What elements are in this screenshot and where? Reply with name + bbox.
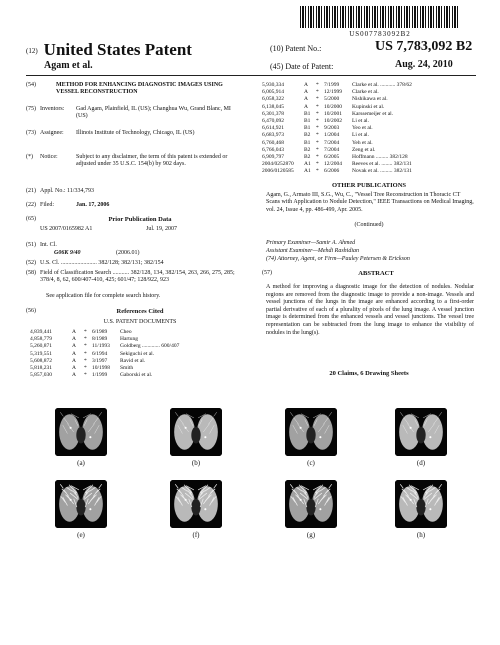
reference-cell: 6/1994 [92,350,108,357]
reference-cell: B1 [304,139,311,146]
intcl-code: (51) [26,242,36,248]
reference-cell: Ravid et al. [120,357,146,364]
pdate-code: (45) [270,62,284,71]
reference-cell: A1 [304,161,311,168]
reference-cell: 6/2006 [324,168,340,175]
assignee-code: (73) [26,130,36,136]
inventors-code: (75) [26,106,36,112]
reference-cell: A [72,357,76,364]
filed-label: Filed: [40,202,55,208]
reference-cell: 6/2005 [324,154,340,161]
reference-cell: * [316,110,319,117]
reference-row [30,336,240,343]
reference-cell: Nishikawa et al. [352,96,388,103]
reference-cell: 6,301,378 [262,110,284,117]
reference-cell: 5,608,872 [30,357,52,364]
reference-cell: A [72,329,76,335]
figure-caption: (e) [77,531,85,539]
reference-cell: B1 [304,110,311,117]
field-search-note: See application file for complete search history. [46,293,161,299]
reference-cell: Clarke et al. ........... 378/62 [352,82,412,88]
reference-cell: Zeng et al. [352,146,376,153]
intcl-date: (2006.01) [116,250,140,256]
reference-cell: 6,470,092 [262,118,284,125]
reference-cell: 7/1999 [324,82,340,88]
reference-cell: Karssemeijer et al. [352,110,394,117]
reference-cell: * [84,357,87,364]
prior-pub-title: Prior Publication Data [108,216,172,223]
figure-caption: (f) [192,531,200,539]
reference-cell: 7/2004 [324,139,340,146]
other-pubs-title: OTHER PUBLICATIONS [331,182,407,189]
reference-cell: 6,138,045 [262,103,284,110]
reference-cell: 6,760,468 [262,139,284,146]
reference-cell: * [84,372,87,379]
lung-scan-figure [170,480,222,528]
reference-cell: * [316,118,319,125]
reference-cell: A [72,350,76,357]
prior-pub-number: US 2007/0165982 A1 [40,226,93,232]
reference-cell: A [304,82,308,88]
reference-row [262,147,476,154]
header-divider [26,75,476,76]
reference-cell: * [84,343,87,350]
reference-cell: 7/2004 [324,146,340,153]
reference-cell: Kupinski et al. [352,103,385,110]
reference-row [262,140,476,147]
appl-text: Appl. No.: 11/334,793 [40,188,94,194]
lung-scan-figure [395,408,447,456]
uscl-text: U.S. Cl. ........................ 382/128; 382/131; 382/154 [40,260,164,266]
patent-date-value: Aug. 24, 2010 [395,59,453,70]
reference-cell: * [316,82,319,88]
reference-row [30,343,240,350]
reference-row [262,118,476,125]
claims-line: 20 Claims, 6 Drawing Sheets [329,370,409,377]
reference-cell: B2 [304,132,311,139]
pdate-label-text: Date of Patent: [285,62,334,71]
notice-label: Notice: [40,154,58,160]
other-pubs-text: Agam, G., Armato III, S.G., Wu, C., "Vessel Tree Reconstruction in Thoracic CT Scans with Application to Nodule Detection," IEEE Transactions on Medical Imaging, vol. 24, Issue 4, pp. 486-499, Apr. 2005. [266,192,474,213]
reference-row [262,89,476,96]
refs-subtitle: U.S. PATENT DOCUMENTS [103,319,177,325]
reference-cell: 12/2004 [324,161,343,168]
reference-cell: * [316,125,319,132]
reference-cell: 6,005,914 [262,89,284,96]
attorney: (74) Attorney, Agent, or Firm—Pauley Petersen & Erickson [266,256,410,262]
barcode [300,6,460,28]
reference-cell: 1/2004 [324,132,340,139]
reference-cell: Gaborski et al. [120,372,153,379]
reference-cell: * [84,329,87,335]
reference-cell: 6,909,797 [262,154,284,161]
intcl-class: G06K 9/40 [54,250,81,256]
reference-cell: 4,858,779 [30,336,52,343]
inventors-label: Inventors: [40,106,65,112]
field-search-code: (58) [26,270,36,276]
lung-scan-figure [170,408,222,456]
reference-cell: * [316,96,319,103]
reference-row [262,132,476,139]
title-code: (54) [26,82,36,88]
reference-cell: * [84,365,87,372]
patent-header-title [26,40,192,60]
reference-cell: * [84,350,87,357]
figure-caption: (b) [191,459,201,467]
reference-row [262,168,476,175]
refs-right-list [262,82,476,176]
reference-cell: 9/2003 [324,125,340,132]
reference-cell: 6,683,973 [262,132,284,139]
reference-cell: 5,857,030 [30,372,52,379]
figure-caption: (d) [416,459,426,467]
assignee-label: Assignee: [40,130,64,136]
reference-cell: Smith [120,365,134,372]
reference-cell: * [316,168,319,175]
reference-cell: Li et al. [352,118,369,125]
other-pubs-continued: (Continued) [354,222,384,228]
reference-cell: Yeo et al. [352,125,373,132]
reference-cell: * [316,132,319,139]
prior-code: (65) [26,216,36,222]
assistant-examiner: Assistant Examiner—Mehdi Rashidian [266,248,359,254]
barcode-number: US007783092B2 [349,30,411,38]
reference-row [30,329,240,336]
reference-row [262,154,476,161]
reference-cell: * [316,154,319,161]
reference-cell: 10/2000 [324,103,343,110]
appl-code: (21) [26,188,36,194]
patent-date-label [270,62,333,71]
reference-cell: 12/1999 [324,89,343,96]
refs-title: References Cited [116,308,164,315]
reference-cell: 5,319,551 [30,350,52,357]
reference-cell: 4,839,441 [30,329,52,335]
reference-cell: A [304,103,308,110]
reference-row [262,111,476,118]
reference-cell: 6,614,921 [262,125,284,132]
reference-cell: B2 [304,154,311,161]
reference-cell: 5,260,871 [30,343,52,350]
reference-row [262,104,476,111]
primary-examiner: Primary Examiner—Samir A. Ahmed [266,240,356,246]
reference-cell: 3/1997 [92,357,108,364]
reference-cell: 10/2001 [324,110,343,117]
reference-cell: Goldberg ............. 600/407 [120,343,180,350]
reference-row [262,125,476,132]
reference-cell: 8/1989 [92,336,108,343]
reference-cell: Novak et al. ......... 382/131 [352,168,412,175]
header-code-left: (12) [26,47,38,56]
lung-scan-figure [285,480,337,528]
reference-cell: Yeh et al. [352,139,373,146]
reference-cell: 6,058,322 [262,96,284,103]
reference-cell: Hartung [120,336,139,343]
invention-title: METHOD FOR ENHANCING DIAGNOSTIC IMAGES USING VESSEL RECONSTRUCTION [56,82,223,96]
reference-cell: 5,818,231 [30,365,52,372]
reference-cell: Cheo [120,329,132,335]
reference-cell: B2 [304,146,311,153]
reference-cell: 10/1998 [92,365,111,372]
reference-cell: Sekiguchi et al. [120,350,155,357]
pno-code: (10) [270,44,284,53]
reference-row [30,372,240,379]
reference-cell: 6,766,043 [262,146,284,153]
patent-number-label [270,44,321,53]
lung-scan-figure [395,480,447,528]
field-search-text: Field of Classification Search ........... 382/128, 134, 382/154, 263, 266, 275, 285; 378/4, 8, 62, 600/407-410, 425; 601/47; 128/922, 923 [40,270,235,284]
reference-row [262,161,476,168]
inventors-text: Gad Agam, Plainfield, IL (US); Changhua Wu, Grand Blanc, MI (US) [76,106,231,120]
refs-code: (56) [26,308,36,314]
figure-caption: (g) [306,531,316,539]
lung-scan-figure [55,480,107,528]
reference-cell: * [316,89,319,96]
reference-cell: A [72,343,76,350]
reference-cell: * [316,146,319,153]
reference-cell: Clarke et al. [352,89,379,96]
reference-cell: Reeves et al. ........ 382/131 [352,161,412,168]
reference-cell: A [304,89,308,96]
reference-cell: A1 [304,168,311,175]
reference-cell: 5,930,334 [262,82,284,88]
reference-cell: 1/1999 [92,372,108,379]
abstract-text: A method for improving a diagnostic image for the detection of nodules. Nodular regions are removed from the diagnostic image to provide a non-image. Vessels and vessel junctions of the lungs in the image are enhanced according to a first-order partial derivative of each of a plurality of pixels of the lung image. A vessel junction image is determined from the enhanced vessels and vessel junctions. The vessel tree representation can be subtracted from the lung image to enhance the visibility of nodules in the lung(s). [266,284,474,336]
header-title-text: United States Patent [43,40,192,59]
prior-pub-date: Jul. 19, 2007 [146,226,178,232]
reference-cell: 10/2002 [324,118,343,125]
lung-scan-figure [285,408,337,456]
reference-row [30,358,240,365]
pno-label-text: Patent No.: [285,44,322,53]
intcl-label: Int. Cl. [40,242,57,248]
uscl-code: (52) [26,260,36,266]
reference-cell: 2006/0120585 [262,168,294,175]
reference-cell: B1 [304,118,311,125]
patent-number-value: US 7,783,092 B2 [375,39,473,54]
assignee-text: Illinois Institute of Technology, Chicago, IL (US) [76,130,195,136]
header-authors: Agam et al. [44,60,93,71]
reference-cell: A [72,372,76,379]
lung-scan-figure [55,408,107,456]
reference-row [30,351,240,358]
reference-cell: Li et al. [352,132,369,139]
reference-cell: A [72,336,76,343]
abstract-title: ABSTRACT [358,270,394,277]
reference-cell: * [84,336,87,343]
figure-caption: (a) [77,459,85,467]
reference-cell: * [316,139,319,146]
figure-caption: (h) [416,531,426,539]
reference-cell: 2004/0252870 [262,161,294,168]
reference-cell: A [304,96,308,103]
reference-row [262,82,476,89]
reference-cell: 5/2000 [324,96,340,103]
reference-row [30,365,240,372]
reference-cell: Hoffmann ......... 382/128 [352,154,408,161]
reference-cell: A [72,365,76,372]
reference-cell: 6/1989 [92,329,108,335]
figure-caption: (c) [307,459,315,467]
reference-cell: * [316,103,319,110]
filed-text: Jan. 17, 2006 [76,202,110,208]
reference-cell: 11/1993 [92,343,110,350]
refs-left-list [30,329,240,379]
notice-text: Subject to any disclaimer, the term of this patent is extended or adjusted under 35 U.S.C. 154(b) by 902 days. [76,154,228,168]
reference-row [262,96,476,103]
filed-code: (22) [26,202,36,208]
reference-cell: * [316,161,319,168]
reference-cell: B1 [304,125,311,132]
abstract-code: (57) [262,270,272,276]
notice-code: (*) [26,154,33,160]
